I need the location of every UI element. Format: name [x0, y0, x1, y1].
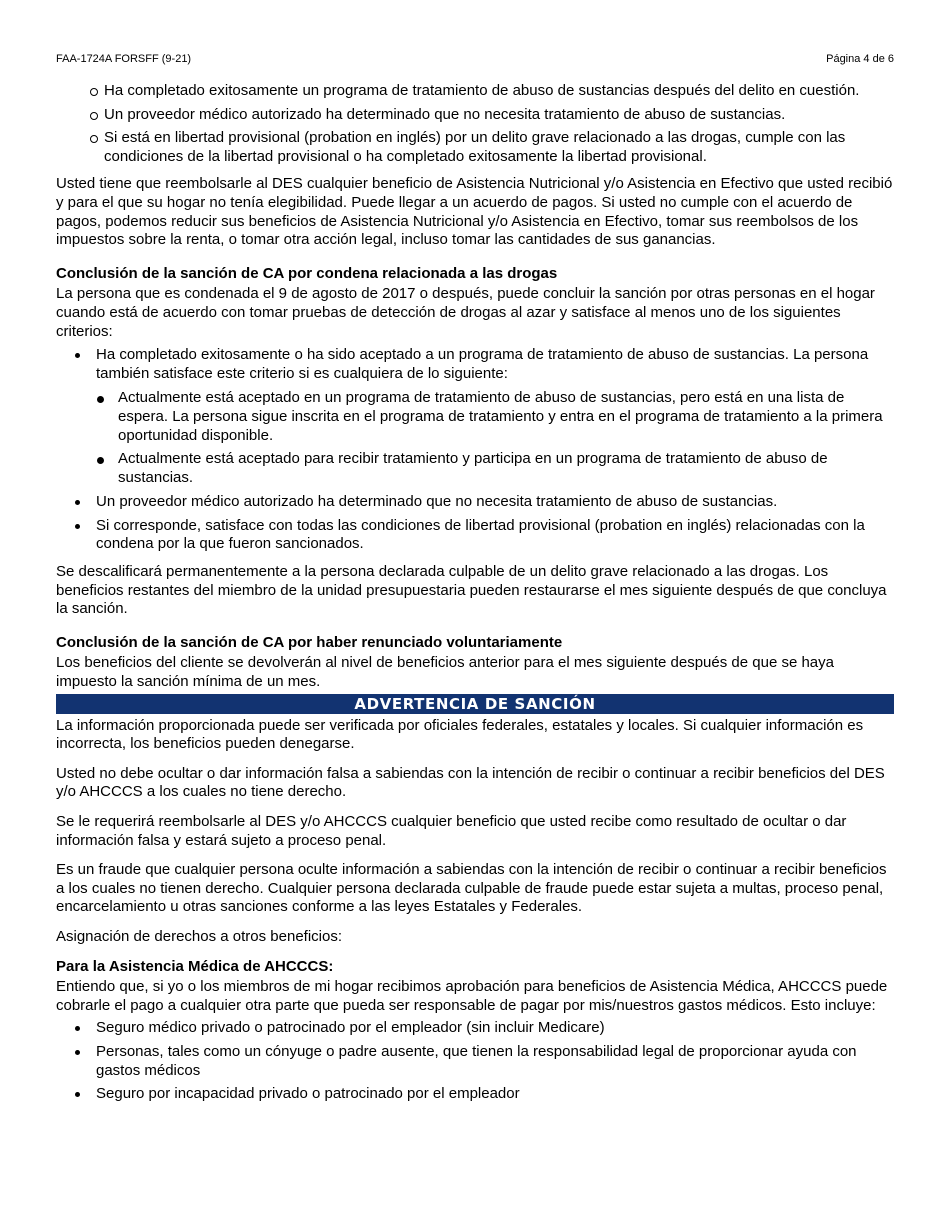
- drug-section-heading: Conclusión de la sanción de CA por condena relacionada a las drogas: [56, 264, 558, 282]
- warning-paragraph: Usted no debe ocultar o dar información falsa a sabiendas con la intención de recibir o continuar a recibir beneficios del DES y/o AHCCCS a los cuales no tiene derecho.: [56, 764, 885, 801]
- ahcccs-section-heading: Para la Asistencia Médica de AHCCCS:: [56, 957, 334, 975]
- list-item: Un proveedor médico autorizado ha determinado que no necesita tratamiento de abuso de sustancias.: [104, 106, 894, 125]
- page-header: [56, 53, 894, 65]
- list-item: Actualmente está aceptado para recibir tratamiento y participa en un programa de tratamiento de abuso de sustancias.: [118, 450, 894, 487]
- list-item: Personas, tales como un cónyuge o padre ausente, que tienen la responsabilidad legal de proporcionar ayuda con gastos médicos: [96, 1043, 894, 1080]
- warning-paragraph: Es un fraude que cualquier persona oculte información a sabiendas con la intención de recibir o continuar a recibir beneficios a los cuales no tienen derecho. Cualquier persona declarada culpable de fraude puede estar sujeta a multas, proceso penal, encarcelamiento u otras sanciones conforme a las leyes Estatales y Federales.: [56, 861, 887, 916]
- list-item: [96, 346, 894, 487]
- warning-paragraph: La información proporcionada puede ser verificada por oficiales federales, estatales y locales. Si cualquier información es incorrecta, los beneficios pueden denegarse.: [56, 716, 864, 753]
- sub-criteria-list: [96, 389, 894, 487]
- list-item: Un proveedor médico autorizado ha determinado que no necesita tratamiento de abuso de sustancias.: [96, 493, 894, 512]
- warning-paragraph: Asignación de derechos a otros beneficios:: [56, 927, 343, 945]
- list-item: Seguro médico privado o patrocinado por el empleador (sin incluir Medicare): [96, 1019, 894, 1038]
- warning-paragraph: Se le requerirá reembolsarle al DES y/o AHCCCS cualquier beneficio que usted recibe como resultado de ocultar o dar información falsa y estará sujeto a proceso penal.: [56, 813, 847, 849]
- form-id: FAA-1724A FORSFF (9-21): [56, 53, 192, 65]
- ahcccs-items-list: [56, 1019, 894, 1103]
- reimburse-paragraph: Usted tiene que reembolsarle al DES cualquier beneficio de Asistencia Nutricional y/o Asistencia en Efectivo que usted recibió y para el que su hogar no tenía elegibilidad. Puede llegar a un acuerdo de pagos. Si usted no cumple con el acuerdo de pagos, podemos reducir sus beneficios de Asistencia Nutricional y/o Asistencia en Efectivo, tomar sus reembolsos de los impuestos sobre la renta, o tomar otra acción legal, incluso tomar las cantidades de sus ganancias.: [56, 175, 893, 249]
- list-item: Seguro por incapacidad privado o patrocinado por el empleador: [96, 1085, 894, 1104]
- list-item: Ha completado exitosamente un programa de tratamiento de abuso de sustancias después del delito en cuestión.: [104, 82, 894, 101]
- sanction-warning-banner: ADVERTENCIA DE SANCIÓN: [56, 694, 894, 714]
- drug-criteria-list: [56, 346, 894, 554]
- drug-section-intro: La persona que es condenada el 9 de agosto de 2017 o después, puede concluir la sanción por otras personas en el hogar cuando está de acuerdo con tomar pruebas de detección de drogas al azar y satisface al menos uno de los siguientes criterios:: [56, 285, 875, 340]
- voluntary-section-heading: Conclusión de la sanción de CA por haber renunciado voluntariamente: [56, 633, 563, 651]
- list-item: Si corresponde, satisface con todas las condiciones de libertad provisional (probation en inglés) relacionadas con la condena por la que fueron sancionados.: [96, 517, 894, 554]
- ahcccs-section-body: Entiendo que, si yo o los miembros de mi hogar recibimos aprobación para beneficios de Asistencia Médica, AHCCCS puede cobrarle el pago a cualquier otra parte que pueda ser responsable de pagar por mis/nuestros gastos médicos. Esto incluye:: [56, 978, 888, 1014]
- criterion-1-text: Ha completado exitosamente o ha sido aceptado a un programa de tratamiento de abuso de sustancias. La persona también satisface este criterio si es cualquiera de lo siguiente:: [96, 346, 869, 382]
- intro-bullet-list: [56, 82, 894, 166]
- voluntary-section-body: Los beneficios del cliente se devolverán al nivel de beneficios anterior para el mes siguiente después de que se haya impuesto la sanción mínima de un mes.: [56, 654, 834, 691]
- document-body: [56, 82, 894, 1113]
- drug-section-closing: Se descalificará permanentemente a la persona declarada culpable de un delito grave relacionado a las drogas. Los beneficios restantes del miembro de la unidad presupuestaria pueden restaurarse el mes siguiente después de que concluya la sanción.: [56, 563, 887, 618]
- list-item: Actualmente está aceptado en un programa de tratamiento de abuso de sustancias, pero está en una lista de espera. La persona sigue inscrita en el programa de tratamiento y entra en el programa de tratamiento a la primera oportunidad disponible.: [118, 389, 894, 445]
- list-item: Si está en libertad provisional (probation en inglés) por un delito grave relacionado a las drogas, cumple con las condiciones de la libertad provisional o ha completado exitosamente la libertad provisional.: [104, 129, 894, 166]
- page-number: Página 4 de 6: [826, 53, 894, 65]
